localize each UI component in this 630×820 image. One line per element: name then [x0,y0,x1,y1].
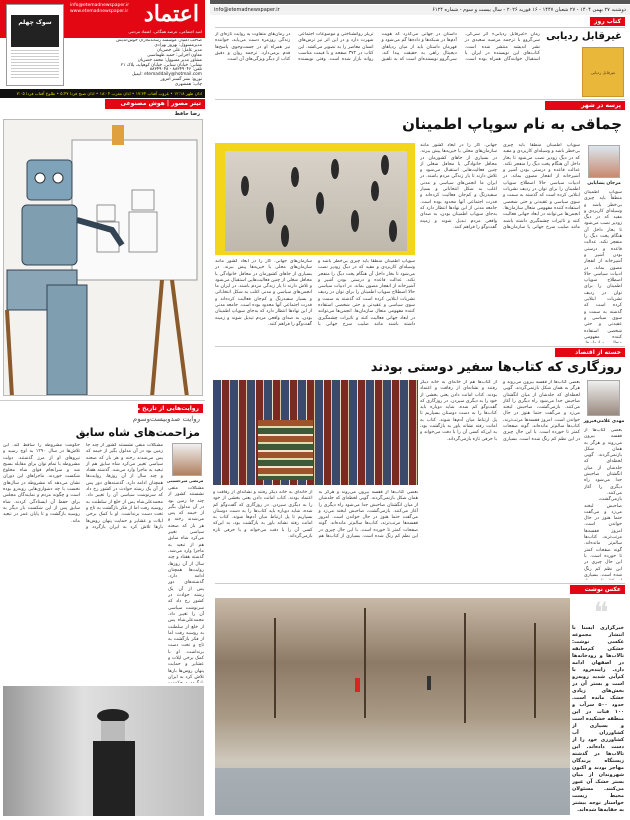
divider [0,400,205,401]
city-headline: چماقی به نام سوپاپ اطمینان [402,115,622,133]
info-line: مدیرمسوول: بهروز بهزادی [154,42,202,48]
info-line: مدیر عامل: علی خضریان [156,47,202,53]
history-kicker: روایت صدوبیست‌وسوم [132,415,200,423]
thumb-headline: سوک چهلم [11,15,59,47]
quote-icon: ❝ [593,596,609,629]
book-body: رمان «غیرقابل ردیابی» اثر سی‌کی. سی‌گروو با ترجمه مرضیه سعیدی در نشر اندیشه منتشر شده است. کتاب‌های این نویسنده در ایران با استقبال خوانندگان همراه بوده است. داستان در جهانی می‌گذرد که هویت آدم‌ها در شبکه‌ها و داده‌ها گم می‌شود و قهرمان داستان باید از میان ردپاهای دیجیتال راهی به حقیقت پیدا کند. سی‌گروو نویسنده‌ای است که به تلفیق تریلر روانشناختی و موضوعات اجتماعی شهرت دارد و در این اثر نیز ترس‌های انسان معاصر را به تصویر می‌کشد. این کتاب در ۳۷۲ صفحه و با قیمت مناسب روانه بازار شده است. وقتی نویسنده در رمان‌های متفاوت به روایت تازه‌ای از زندگی روزمره دست می‌یابد، خواننده نیز همراه او در جست‌وجوی پاسخ‌ها قدم برمی‌دارد. ترجمه روان و دقیق کتاب از دیگر ویژگی‌های آن است. [215,32,540,63]
book-stack [258,420,313,480]
dry-riverbed-photo [215,598,570,815]
divider [215,346,625,347]
header-email[interactable]: info@etemadnewspaper.ir [214,7,280,13]
book-title: غیرقابل ردیابی [546,31,622,42]
logo: اعتماد [143,1,199,27]
info-line: صاحب امتیاز: موسسه رسانه‌نگاران خوش‌اندیش [116,39,202,43]
economy-author: مهدی غلامی‌فیروز [583,419,625,424]
divider [215,99,625,100]
books-photo [213,380,418,485]
info-line: مشاور مدیر مسوول: محمد خضریان [137,57,202,63]
economy-body-cont: بعضی کتاب‌ها از قفسه بیرون می‌روند و هرگز به همان شکل بازنمی‌گردند. گویی لحظه‌ای که جلدشان از میان انگشتان صاحبش جدا می‌شود راه دیگری را آغاز می‌کنند. بازمی‌گشت، صاحبش لبخند می‌زد و می‌گفت حتما هنوز در حال خواندن است. امروز قفسه‌ها مرتب‌ترند، کتاب‌ها سالم‌تر مانده‌اند. گونه صفحات کمتر تا خورده است. با این حال چیزی در این نظم کم رنگ شده است. بسیاری [584,428,622,578]
info-line: توزیع: نشر گستر امروز [160,77,202,83]
photo-section-label: عکس نوشت [570,585,625,594]
info-line: نشانی: خیابان سنایی، خیابان کوهپایه، پلاک ۲۱ [120,62,202,68]
photo-caption: خبرگزاری ایسنا با انتشار مجموعه عکسی نوشت: خشکی کم‌سابقه تالاب‌ها و رودخانه‌ها در اصفهان ادامه دارد. زاینده‌رود با کم‌آبی شدید روبه‌رو است و بستر آن در بخش‌های زیادی خشک مانده است. حدود ۵۰۰ سرآب و ۱۰۰ قنات در این منطقه خشکیده است و بسیاری از کشاورزان آب کشاورزی خود را از دست داده‌اند. این تالاب‌ها در گذشته زیستگاه پرندگان مهاجر بودند و اکنون شهروندان از میان بستر خشک آن عبور می‌کنند. مسئولان محیط زیست خواستار توجه بیشتر به حقابه‌ها شده‌اند. [572,625,624,813]
front-page-thumbnail[interactable] [6,4,64,86]
divider [215,583,625,584]
info-line: تلفن: ۸۸۳۴۹۰۴۶ - ۸۸۳۴۹۰۴۸ [149,67,202,73]
masthead-info [69,39,202,88]
prayer-times-bar: اذان ظهر ۱۲:۱۸ • غروب آفتاب ۱۷:۳۴ • اذان مغرب ۱۸:۰۴ • اذان صبح فردا ۵:۴۷ • طلوع آفتاب فردا ۷:۰۵ [0,89,205,98]
artist-credit: رضا حافظ [174,111,200,117]
economy-section-label: خسته از اقتصاد [555,348,625,357]
crowd-photo [215,143,415,255]
economy-headline: روزگاری که کتاب‌ها سفیر دوستی بودند [370,360,622,375]
author-photo [588,145,620,178]
date-bar [210,5,630,15]
history-author: مرتضی میرحسینی [166,478,204,483]
city-section-label: پرسه در شهر [545,101,625,110]
economy-body: بعضی کتاب‌ها از قفسه بیرون می‌روند و هرگز به همان شکل بازنمی‌گردند. گویی لحظه‌ای که جلدشان از میان انگشتان صاحبش جدا می‌شود راه دیگری را آغاز می‌کنند. بازمی‌گشت، صاحبش لبخند می‌زد و می‌گفت حتما هنوز در حال خواندن است. امروز قفسه‌ها مرتب‌ترند، کتاب‌ها سالم‌تر مانده‌اند. گونه صفحات کمتر تا خورده است. با این حال چیزی در این نظم کم رنگ شده است. بسیاری از کتاب‌ها هم از خانه‌ای به خانه دیگر رفتند و نشانه‌ای از رفاقت و اعتماد بودند. کتاب امانت دادن یعنی بخشی از خود را به دیگری سپردن. در روزگاری که گفت‌وگو کم شده، شاید دوباره باید کتاب‌ها را به دست دوستان بسپاریم تا پل ارتباط میان آدم‌ها شوند. کتاب به امانت رفته نشانه باور به بازگشت بود، به این‌که کسی آن را با دقت می‌خواند و با حرفی تازه بازمی‌گرداند. [420,380,580,442]
history-body-cont: مشکلات منفی نشستند کشور از چند جا زمین بود در آن مدلول بگیر از خیمه که پس می‌شدند رخنه و هر بار که صحنه سیاسی تغییر می‌کرد شاه سابق هم از تبعید به ماجرا وارد می‌شد. گذشته هفتاد و چند سال از آن روزها، روایت‌ها همچنان ادامه دارد. گذشته‌های دور پس از آن یک رشته حوادث در کشور رخ داد که سرنوشت سیاسی آن را تغییر داد. محمدعلی‌شاه پس از خلع از سلطنت به روسیه رفت اما از فکر بازگشت به تاج و تخت دست برنداشت. او با کمک برخی ایلات و عشایر و حمایت پنهان روس‌ها بارها تلاش کرد به ایران [168,486,204,680]
historical-photo [3,686,204,816]
city-body-cont: سوپاپ اطمینان منطقاً باید چیزی بی‌خطر باشد و وسیله‌ای کاربردی و مفید که در دیگ زودپز نصب می‌شود تا بخار داخل آن هنگام پخت دیگ را منفجر نکند. عدالت قاعده و درستی بودن آشپز و آشپزخانه از انفجار مصون بماند. در ادبیات سیاسی حالا اصطلاح سوپاپ اطمینان را برای توان در ردیف نشریات ابتلایی کرده است که گذشته به سمت و سوی سیاسی و عقیدتی و حتی شخصی استفاده کننده مفهومی متعال سازمان‌ها. انجمن‌ها می‌توانند در ابعاد جهانی فعالیت کنند و تاثیرات چشمگیری داشته باشند مانند صلیب سرخ جهانی یا سازمان‌های جهانی. کار را در ابعاد کشور مانند سازمان‌های محلی یا خیریه‌ها پیش ببرند. در بسیاری از جاهای کشورمان در محافل خانوادگی یا محافل شغلی از چنین فعالیت‌هایی استقبال می‌شود و تلاش دارند تا یار زندگی مردم باشند. در ایران ما انجمن‌های سیاسی و مدنی اغلب به شکل انتخاباتی و بسیار سفیدرنگ و کم‌جان فعالیت کرده‌اند و قدرت اجتماعی آنها محدود بوده است. جامعه مدنی از این نهادها انتظار دارد که به‌جای سوپاپ اطمینان بودن، به صدای واقعی مردم تبدیل شوند و زمینه گفت‌وگو را فراهم کنند. [215,259,415,327]
issue-date: دوشنبه ۲۷ بهمن ۱۴۰۴ - ۲۷ شعبان ۱۴۴۷ - ۱۶ فوریه ۲۰۲۶ - سال بیست و سوم - شماره ۶۱۲۴ [432,7,626,13]
masthead-site[interactable]: www.etemadnewspaper.ir [70,9,129,14]
masthead-email[interactable]: info@etemadnewspaper.ir [70,3,130,8]
info-line: چاپ: همشهری [174,82,202,88]
top-rule [210,0,630,4]
cover-title: غیرقابل ردیابی [590,70,616,75]
slogan: امید اجتماعی، عرصه همگانی، اعتماد مردمی [128,29,202,34]
economy-body-cont2: بعضی کتاب‌ها از قفسه بیرون می‌روند و هرگز به همان شکل بازنمی‌گردند. گویی لحظه‌ای که جلدشان از میان انگشتان صاحبش جدا می‌شود راه دیگری را آغاز می‌کنند. بازمی‌گشت، صاحبش لبخند می‌زد و می‌گفت حتما هنوز در حال خواندن است. امروز قفسه‌ها مرتب‌ترند، کتاب‌ها سالم‌تر مانده‌اند. گونه صفحات کمتر تا خورده است. با این حال چیزی در این نظم کم رنگ شده است. بسیاری از کتاب‌ها هم از خانه‌ای به خانه دیگر رفتند و نشانه‌ای از رفاقت و اعتماد بودند. کتاب امانت دادن یعنی بخشی از خود را به دیگری سپردن. در روزگاری که گفت‌وگو کم شده، شاید دوباره باید کتاب‌ها را به دست دوستان بسپاریم تا پل ارتباط میان آدم‌ها شوند. کتاب به امانت رفته نشانه باور به بازگشت بود، به این‌که کسی آن را با دقت می‌خواند و با حرفی تازه بازمی‌گرداند. [213,490,418,540]
book-cover [582,47,624,97]
city-body-side: سوپاپ اطمینان منطقاً باید چیزی بی‌خطر باشد و وسیله‌ای کاربردی و مفید که در دیگ زودپز نصب می‌شود تا بخار داخل آن هنگام پخت دیگ را منفجر نکند. عدالت قاعده و درستی بودن آشپز و آشپزخانه از انفجار مصون بماند. در ادبیات سیاسی حالا اصطلاح سوپاپ اطمینان را برای توان در ردیف نشریات ابتلایی کرده است که گذشته به سمت و سوی سیاسی و عقیدتی و حتی شخصی استفاده کننده مفهومی [584,190,622,340]
book-section-label: کتاب روز [590,17,625,26]
divider [215,27,625,28]
history-headline: مزاحمت‌های شاه سابق [75,426,200,439]
city-author: مرجان یشایایی [587,181,621,186]
masthead [0,0,205,38]
city-body: سوپاپ اطمینان منطقاً باید چیزی بی‌خطر باشد و وسیله‌ای کاربردی و مفید که در دیگ زودپز نصب می‌شود تا بخار داخل آن هنگام پخت دیگ را منفجر نکند. عدالت قاعده و درستی بودن آشپز و آشپزخانه از انفجار مصون بماند. در ادبیات سیاسی حالا اصطلاح سوپاپ اطمینان را برای توان در ردیف نشریات ابتلایی کرده است که گذشته به سمت و سوی سیاسی و عقیدتی و حتی شخصی استفاده کننده مفهومی متعال سازمان‌ها. انجمن‌ها می‌توانند در ابعاد جهانی فعالیت کنند و تاثیرات چشمگیری داشته باشند مانند صلیب سرخ جهانی یا سازمان‌های جهانی. کار را در ابعاد کشور مانند سازمان‌های محلی یا خیریه‌ها پیش ببرند. در بسیاری از جاهای کشورمان در محافل خانوادگی یا محافل شغلی از چنین فعالیت‌هایی استقبال می‌شود و تلاش دارند تا یار زندگی مردم باشند. در ایران ما انجمن‌های سیاسی و مدنی اغلب به شکل انتخاباتی و بسیار سفیدرنگ و کم‌جان فعالیت کرده‌اند و قدرت اجتماعی آنها محدود بوده است. جامعه مدنی از این نهادها انتظار دارد که به‌جای سوپاپ اطمینان بودن، به صدای واقعی مردم تبدیل شوند و زمینه گفت‌وگو را فراهم کنند. [420,143,580,230]
info-line: ایمیل: etemaddaily@hotmail.com [131,72,202,78]
info-line: معاون اجرایی: حمید طهماسبی [146,52,202,58]
illustrated-label: تیتر مصور | هوش مصنوعی [105,99,205,109]
robot-illustration [3,119,203,396]
economy-author-photo [587,380,620,416]
history-author-photo [172,443,202,476]
history-body: مشکلات منفی نشستند کشور از چند جا زمین بود در آن مدلول بگیر از خیمه که پس می‌شدند رخنه و هر بار که صحنه سیاسی تغییر می‌کرد شاه سابق هم از تبعید به ماجرا وارد می‌شد. گذشته هفتاد و چند سال از آن روزها، روایت‌ها همچنان ادامه دارد. گذشته‌های دور پس از آن یک رشته حوادث در کشور رخ داد که سرنوشت سیاسی آن را تغییر داد. محمدعلی‌شاه پس از خلع از سلطنت به روسیه رفت اما از فکر بازگشت به تاج و تخت دست برنداشت. او با کمک برخی ایلات و عشایر و حمایت پنهان روس‌ها بارها تلاش کرد به ایران بازگردد و حکومت مشروطه را ساقط کند. این تلاش‌ها در سال ۱۲۹۰ به اوج رسید و نیروهای او از مرز گذشتند. دولت مشروطه با تمام توان برای مقابله بسیج شد و سرانجام قوای شاه مخلوع شکست خوردند. ماجراهای این دوران نشان می‌دهد که مشروطه در سال‌های نخست با چه دشواری‌هایی روبه‌رو بوده است و چگونه مردم و نمایندگان مجلس برای حفظ آن ایستادگی کردند. شاه سابق پس از این شکست بار دیگر به روسیه بازگشت و تا پایان عمر در تبعید ماند. [3,443,163,530]
history-section-label: روایت‌هایی از تاریخ ما [138,404,203,413]
thumb-text [11,50,59,80]
